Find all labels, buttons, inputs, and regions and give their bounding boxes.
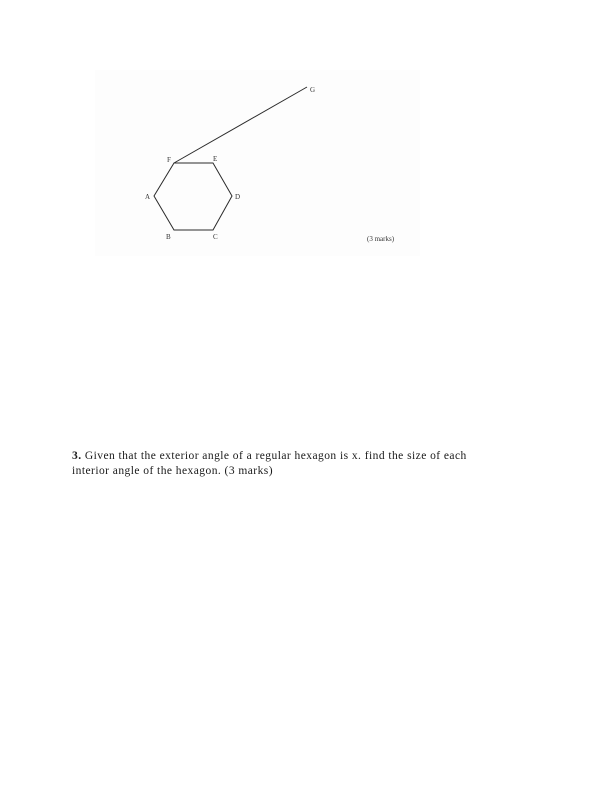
question-3-line-1 bbox=[72, 449, 522, 464]
question-number: 3. bbox=[72, 450, 82, 462]
vertex-label-f: F bbox=[167, 156, 171, 164]
question-3 bbox=[72, 449, 522, 479]
line-fg bbox=[174, 87, 307, 163]
vertex-label-d: D bbox=[235, 193, 241, 201]
vertex-label-a: A bbox=[145, 193, 151, 201]
question-text-line-2: interior angle of the hexagon. (3 marks) bbox=[72, 465, 273, 477]
vertex-label-e: E bbox=[213, 155, 218, 163]
hexagon-figure bbox=[95, 70, 420, 256]
figure-marks: (3 marks) bbox=[367, 235, 395, 243]
vertex-label-b: B bbox=[166, 233, 171, 241]
question-text-line-1: Given that the exterior angle of a regular hexagon is x. find the size of each bbox=[81, 450, 467, 462]
vertex-label-c: C bbox=[213, 233, 218, 241]
hexagon-abcdef bbox=[154, 163, 232, 230]
point-label-g: G bbox=[310, 86, 316, 94]
hexagon-diagram bbox=[95, 70, 420, 256]
